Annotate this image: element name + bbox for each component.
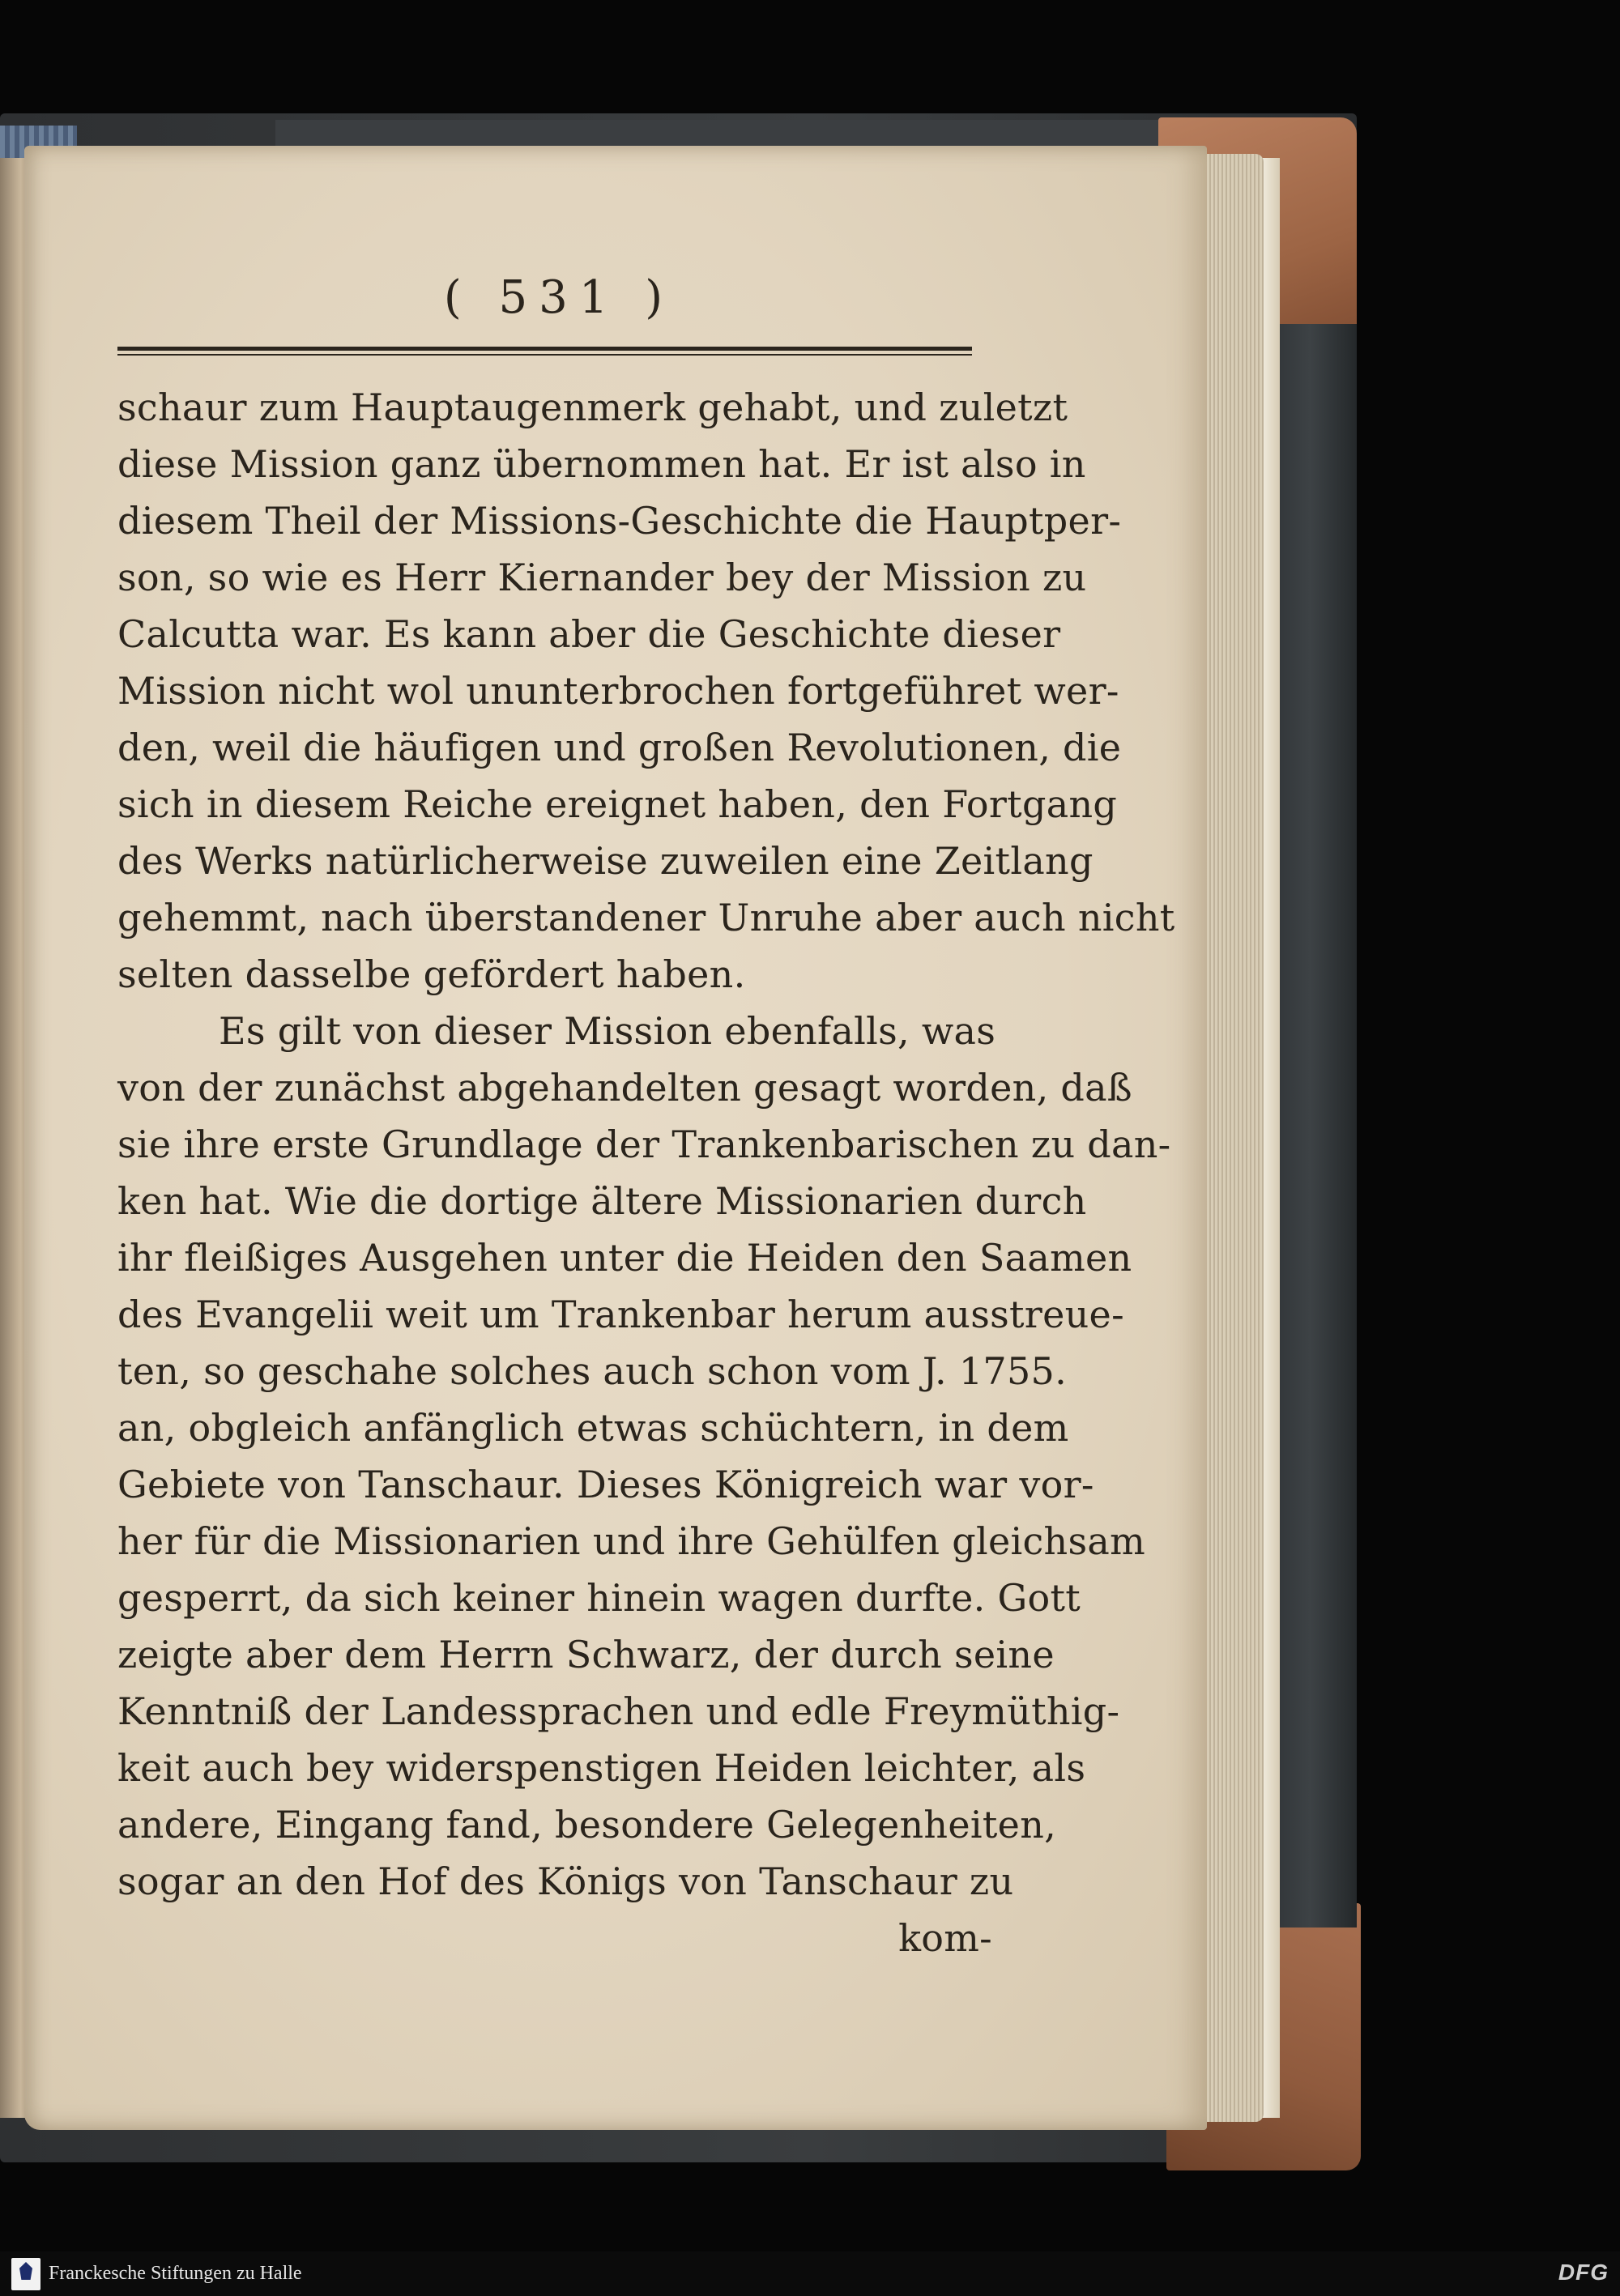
text-line: ihr fleißiges Ausgehen unter die Heiden den Saamen bbox=[117, 1236, 1132, 1280]
text-line: an, obgleich anfänglich etwas schüchtern, in dem bbox=[117, 1406, 1069, 1450]
text-line: Es gilt von dieser Mission ebenfalls, was bbox=[219, 1009, 996, 1053]
header-rule bbox=[117, 347, 972, 358]
text-line: Gebiete von Tanschaur. Dieses Königreich war vor- bbox=[117, 1463, 1094, 1506]
text-line: sie ihre erste Grundlage der Trankenbarischen zu dan- bbox=[117, 1122, 1171, 1166]
text-line: von der zunächst abgehandelten gesagt worden, daß bbox=[117, 1066, 1132, 1110]
text-line: andere, Eingang fand, besondere Gelegenheiten, bbox=[117, 1803, 1057, 1847]
page-number: ( 531 ) bbox=[443, 271, 675, 324]
text-line: keit auch bey widerspenstigen Heiden leichter, als bbox=[117, 1746, 1086, 1790]
text-line: Calcutta war. Es kann aber die Geschichte dieser bbox=[117, 612, 1061, 656]
text-line: des Werks natürlicherweise zuweilen eine Zeitlang bbox=[117, 839, 1094, 883]
page-body-text bbox=[117, 379, 1175, 1966]
institution-link[interactable]: Franckesche Stiftungen zu Halle bbox=[49, 2263, 302, 2284]
viewer-footer bbox=[0, 2251, 1620, 2296]
text-line: ten, so geschahe solches auch schon vom J. 1755. bbox=[117, 1349, 1068, 1393]
dfg-logo[interactable]: DFG bbox=[1558, 2260, 1609, 2285]
text-line: den, weil die häufigen und großen Revolutionen, die bbox=[117, 726, 1122, 769]
text-line: Kenntniß der Landessprachen und edle Freymüthig- bbox=[117, 1689, 1120, 1733]
catchword: kom- bbox=[898, 1916, 992, 1960]
text-line: zeigte aber dem Herrn Schwarz, der durch seine bbox=[117, 1633, 1055, 1676]
text-line: selten dasselbe gefördert haben. bbox=[117, 952, 746, 996]
text-line: Mission nicht wol ununterbrochen fortgeführet wer- bbox=[117, 669, 1119, 713]
crest-icon bbox=[19, 2262, 32, 2280]
text-line: sogar an den Hof des Königs von Tanschaur zu bbox=[117, 1859, 1014, 1903]
rule-thin bbox=[117, 354, 972, 356]
text-line: des Evangelii weit um Trankenbar herum ausstreue- bbox=[117, 1293, 1124, 1336]
text-line: gesperrt, da sich keiner hinein wagen durfte. Gott bbox=[117, 1576, 1081, 1620]
text-line: her für die Missionarien und ihre Gehülfen gleichsam bbox=[117, 1519, 1146, 1563]
institution-logo-icon[interactable] bbox=[11, 2258, 40, 2290]
text-line: diese Mission ganz übernommen hat. Er ist also in bbox=[117, 442, 1086, 486]
text-line: diesem Theil der Missions-Geschichte die Hauptper- bbox=[117, 499, 1122, 543]
text-line: ken hat. Wie die dortige ältere Missionarien durch bbox=[117, 1179, 1087, 1223]
text-line: son, so wie es Herr Kiernander bey der Mission zu bbox=[117, 556, 1087, 599]
rule-thick bbox=[117, 347, 972, 351]
text-line: schaur zum Hauptaugenmerk gehabt, und zuletzt bbox=[117, 386, 1068, 429]
text-line: sich in diesem Reiche ereignet haben, den Fortgang bbox=[117, 782, 1118, 826]
text-line: gehemmt, nach überstandener Unruhe aber auch nicht bbox=[117, 896, 1175, 939]
